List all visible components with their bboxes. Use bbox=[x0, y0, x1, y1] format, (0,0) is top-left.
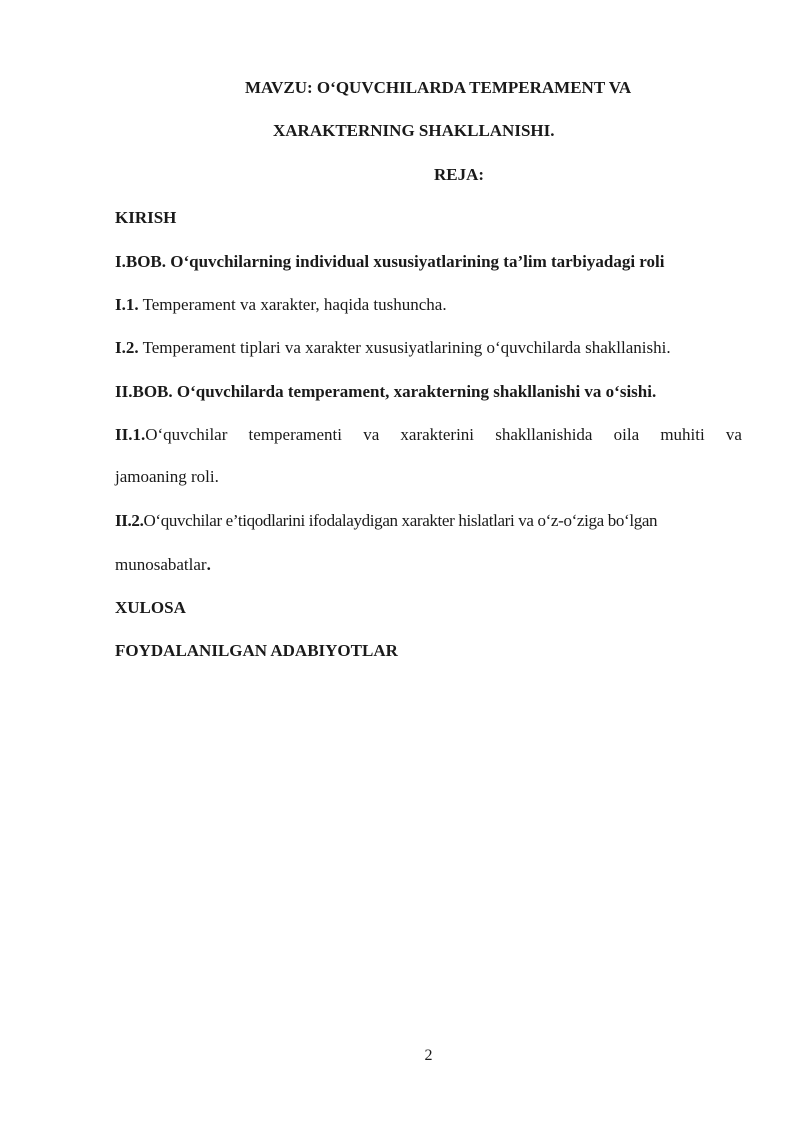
section-2-1-word: shakllanishida bbox=[495, 425, 593, 444]
intro-heading: KIRISH bbox=[115, 208, 177, 227]
section-2-1-word: oila bbox=[613, 425, 640, 444]
section-1-2-text: Temperament tiplari va xarakter xususiyatlarining o‘quvchilarda shakllanishi. bbox=[138, 338, 671, 357]
section-2-1-word: temperamenti bbox=[248, 425, 343, 444]
title-line-1: MAVZU: O‘QUVCHILARDA TEMPERAMENT VA bbox=[245, 78, 632, 97]
section-2-1-word: O‘quvchilar bbox=[145, 425, 228, 444]
section-2-1-line2: jamoaning roli. bbox=[115, 467, 219, 486]
section-1-1-number: I.1. bbox=[115, 295, 139, 314]
page-number: 2 bbox=[424, 1047, 433, 1064]
section-2-1-word: xarakterini bbox=[400, 425, 475, 444]
section-2-1-number: II.1. bbox=[115, 425, 146, 444]
chapter1-heading: I.BOB. O‘quvchilarning individual xususiyatlarining ta’lim tarbiyadagi roli bbox=[115, 252, 665, 271]
section-2-1-line1 bbox=[115, 424, 742, 446]
section-2-2-line1 bbox=[115, 510, 657, 532]
section-2-2-number: II.2. bbox=[115, 511, 144, 530]
section-2-1-word: va bbox=[725, 425, 742, 444]
section-1-2 bbox=[115, 337, 671, 359]
section-1-1-text: Temperament va xarakter, haqida tushuncha. bbox=[138, 295, 447, 314]
section-2-1-word: va bbox=[363, 425, 380, 444]
references-heading: FOYDALANILGAN ADABIYOTLAR bbox=[115, 641, 398, 660]
section-2-1-word: muhiti bbox=[660, 425, 705, 444]
chapter2-heading: II.BOB. O‘quvchilarda temperament, xarakterning shakllanishi va o‘sishi. bbox=[115, 382, 657, 401]
section-2-2-text: O‘quvchilar e’tiqodlarini ifodalaydigan xarakter hislatlari va o‘z-o‘ziga bo‘lgan bbox=[143, 511, 658, 530]
conclusion-heading: XULOSA bbox=[115, 598, 186, 617]
section-2-2-line2 bbox=[115, 554, 211, 576]
plan-heading: REJA: bbox=[434, 165, 485, 184]
section-1-1 bbox=[115, 294, 447, 316]
title-line-2: XARAKTERNING SHAKLLANISHI. bbox=[273, 121, 555, 140]
section-2-2-line2-text: munosabatlar bbox=[115, 555, 207, 574]
section-2-2-line2-end: . bbox=[206, 555, 211, 574]
section-2-1-first-word bbox=[115, 424, 227, 446]
section-1-2-number: I.2. bbox=[115, 338, 139, 357]
